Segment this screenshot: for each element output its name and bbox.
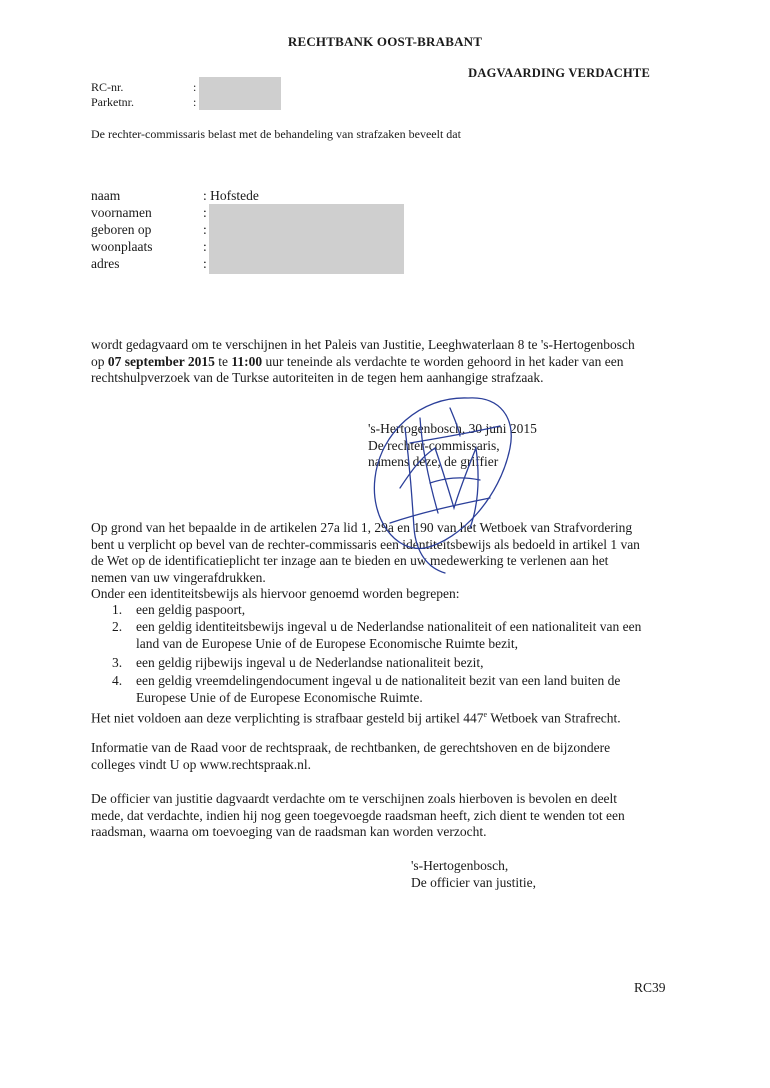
- prosecutor-line-2: mede, dat verdachte, indien hij nog geen toegevoegde raadsman heeft, zich dient te wenden tot een: [91, 807, 625, 823]
- closing-block: [411, 858, 536, 891]
- id-notice-line-5: Onder een identiteitsbewijs als hiervoor genoemd worden begrepen:: [91, 586, 460, 601]
- parket-number-colon: :: [193, 95, 197, 109]
- field-label-naam: naam: [91, 188, 121, 203]
- id-notice-line-3: de Wet op de identificatieplicht ter inzage aan te bieden en uw medewerking te verlenen aan het: [91, 553, 609, 568]
- field-label-geboren-op: geboren op: [91, 222, 152, 237]
- form-code: RC39: [634, 980, 666, 995]
- prosecutor-line-1: De officier van justitie dagvaardt verdachte om te verschijnen zoals hierboven is bevolen en deelt: [91, 791, 618, 806]
- summons-line-3: rechtshulpverzoek van de Turkse autoriteiten in de tegen hem aanhangige strafzaak.: [91, 370, 544, 385]
- signature-on-behalf: namens deze, de griffier: [368, 454, 499, 469]
- summons-paragraph: [91, 337, 691, 387]
- info-line-2: colleges vindt U op www.rechtspraak.nl.: [91, 756, 311, 772]
- list-item-number: 2.: [112, 619, 123, 634]
- rc-number-label: RC-nr.: [91, 80, 124, 94]
- signature-role: De rechter-commissaris,: [368, 437, 500, 453]
- closing-role: De officier van justitie,: [411, 874, 536, 890]
- id-notice-line-2: bent u verplicht op bevel van de rechter-commissaris een identiteitsbewijs als bedoeld in artikel 1 van: [91, 536, 640, 552]
- list-item: een geldig rijbewijs ingeval u de Nederlandse nationaliteit bezit,: [136, 655, 484, 670]
- list-item-number: 1.: [112, 602, 123, 617]
- closing-place: 's-Hertogenbosch,: [411, 858, 509, 873]
- handwritten-signature: [350, 388, 540, 578]
- list-item-number: 4.: [112, 673, 123, 688]
- prosecutor-line-3: raadsman, waarna om toevoeging van de raadsman kan worden verzocht.: [91, 824, 487, 839]
- id-document-list: [0, 602, 770, 705]
- surname-value: Hofstede: [210, 188, 259, 203]
- id-notice-line-1: Op grond van het bepaalde in de artikelen 27a lid 1, 29a en 190 van het Wetboek van Strafvordering: [91, 520, 633, 535]
- signature-place-date: 's-Hertogenbosch, 30 juni 2015: [368, 421, 537, 436]
- court-name: RECHTBANK OOST-BRABANT: [287, 34, 483, 49]
- personal-data-redaction: [209, 204, 404, 274]
- penalty-line: Het niet voldoen aan deze verplichting is strafbaar gesteld bij artikel 447e Wetboek van Strafrecht.: [91, 710, 621, 726]
- parket-number-label: Parketnr.: [91, 95, 134, 109]
- list-item-continuation: Europese Unie of de Europese Economische Ruimte.: [136, 690, 423, 705]
- case-number-redaction: [199, 77, 281, 110]
- intro-text: De rechter-commissaris belast met de behandeling van strafzaken beveelt dat: [91, 127, 461, 141]
- field-colon-woonplaats: :: [203, 239, 207, 254]
- list-item: een geldig paspoort,: [136, 602, 246, 617]
- summons-line-2: op 07 september 2015 te 11:00 uur teneinde als verdachte te worden gehoord in het kader van een: [91, 353, 624, 369]
- field-colon-voornamen: :: [203, 205, 207, 220]
- summons-line-1: wordt gedagvaard om te verschijnen in het Paleis van Justitie, Leeghwaterlaan 8 te 's-Hertogenbosch: [91, 337, 635, 352]
- hearing-time: 11:00: [231, 353, 263, 369]
- list-item-continuation: land van de Europese Unie of de Europese Economische Ruimte bezit,: [136, 636, 519, 651]
- field-label-adres: adres: [91, 256, 120, 271]
- field-value-naam: : Hofstede: [203, 188, 259, 203]
- field-label-voornamen: voornamen: [91, 205, 152, 220]
- field-colon-adres: :: [203, 256, 207, 271]
- field-label-woonplaats: woonplaats: [91, 239, 153, 254]
- list-item: een geldig vreemdelingendocument ingeval u de nationaliteit bezit van een land buiten de: [136, 673, 621, 688]
- field-colon-geboren-op: :: [203, 222, 207, 237]
- list-item: een geldig identiteitsbewijs ingeval u de Nederlandse nationaliteit of een nationaliteit van een: [136, 619, 642, 634]
- list-item-number: 3.: [112, 655, 123, 670]
- id-notice-line-4: nemen van uw vingerafdrukken.: [91, 569, 266, 585]
- info-paragraph: [91, 740, 691, 773]
- prosecutor-paragraph: [91, 791, 701, 841]
- info-line-1: Informatie van de Raad voor de rechtspraak, de rechtbanken, de gerechtshoven en de bijzondere: [91, 740, 611, 755]
- hearing-date: 07 september 2015: [107, 353, 215, 369]
- rc-number-colon: :: [193, 80, 197, 94]
- document-type: DAGVAARDING VERDACHTE: [468, 66, 650, 80]
